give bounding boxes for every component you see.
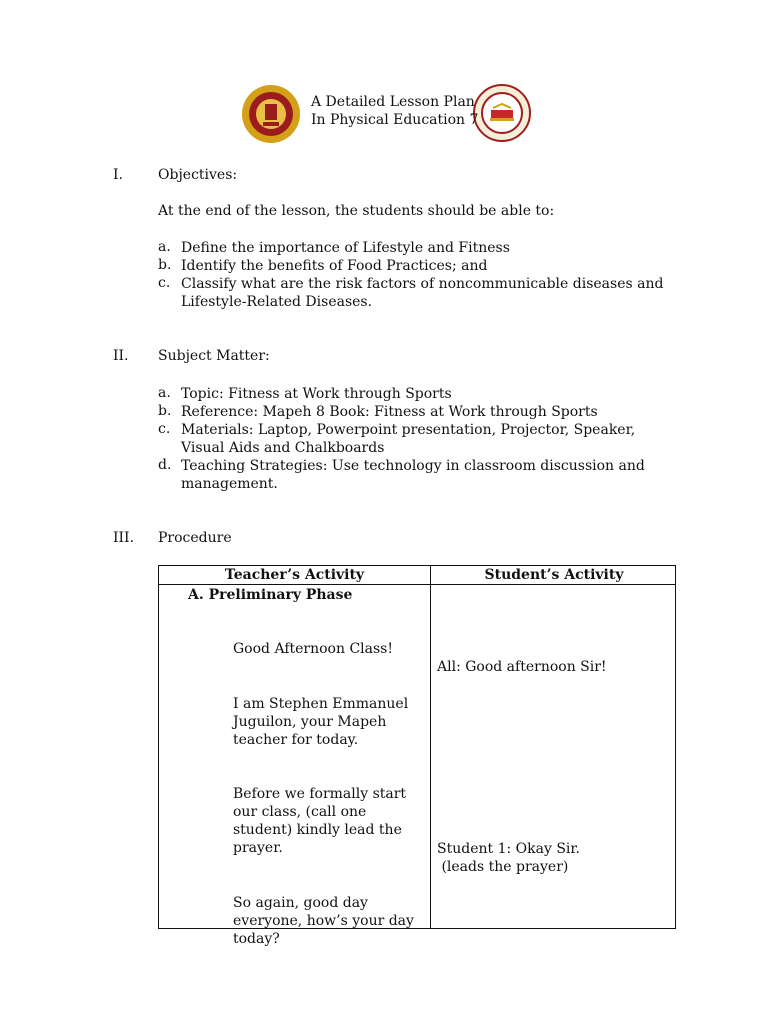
objective-item: Define the importance of Lifestyle and Fitness bbox=[181, 240, 510, 256]
section-numeral-objectives: I. bbox=[113, 167, 123, 183]
section-title-subject-matter: Subject Matter: bbox=[158, 348, 270, 364]
teacher-line: So again, good day everyone, how’s your day today? bbox=[233, 895, 414, 947]
section-title-objectives: Objectives: bbox=[158, 167, 238, 183]
subject-item: Teaching Strategies: Use technology in classroom discussion and management. bbox=[181, 458, 645, 492]
lesson-plan-subtitle: In Physical Education 7 bbox=[311, 112, 479, 128]
subject-letter: d. bbox=[158, 457, 172, 473]
section-numeral-subject-matter: II. bbox=[113, 348, 129, 364]
table-header-teacher: Teacher’s Activity bbox=[224, 567, 365, 583]
objective-letter: b. bbox=[158, 257, 172, 273]
student-line: (leads the prayer) bbox=[437, 859, 569, 875]
objective-item: Classify what are the risk factors of noncommunicable diseases and Lifestyle-Related Diseases. bbox=[181, 276, 664, 310]
table-column-divider bbox=[430, 566, 431, 928]
subject-item: Topic: Fitness at Work through Sports bbox=[181, 386, 452, 402]
student-line: All: Good afternoon Sir! bbox=[437, 659, 607, 675]
teacher-line: I am Stephen Emmanuel Juguilon, your Mapeh teacher for today. bbox=[233, 696, 409, 748]
teacher-line: Good Afternoon Class! bbox=[233, 641, 393, 657]
subject-item: Materials: Laptop, Powerpoint presentation, Projector, Speaker, Visual Aids and Chalkboards bbox=[181, 422, 636, 456]
lesson-plan-title: A Detailed Lesson Plan bbox=[311, 94, 475, 110]
objective-item: Identify the benefits of Food Practices; and bbox=[181, 258, 488, 274]
phase-label: A. Preliminary Phase bbox=[188, 587, 353, 603]
subject-item: Reference: Mapeh 8 Book: Fitness at Work through Sports bbox=[181, 404, 598, 420]
section-title-procedure: Procedure bbox=[158, 530, 232, 546]
objectives-intro: At the end of the lesson, the students should be able to: bbox=[158, 203, 555, 219]
student-line: Student 1: Okay Sir. bbox=[437, 841, 580, 857]
objective-letter: a. bbox=[158, 239, 171, 255]
teacher-line: Before we formally start our class, (call one student) kindly lead the prayer. bbox=[233, 786, 407, 856]
subject-letter: b. bbox=[158, 403, 172, 419]
table-header-student: Student’s Activity bbox=[484, 567, 624, 583]
section-numeral-procedure: III. bbox=[113, 530, 135, 546]
subject-letter: a. bbox=[158, 385, 171, 401]
table-header-divider bbox=[159, 584, 675, 585]
school-seal-right bbox=[473, 84, 531, 142]
procedure-table bbox=[158, 565, 676, 947]
university-seal-left bbox=[241, 84, 301, 144]
objective-letter: c. bbox=[158, 275, 171, 291]
subject-letter: c. bbox=[158, 421, 171, 437]
